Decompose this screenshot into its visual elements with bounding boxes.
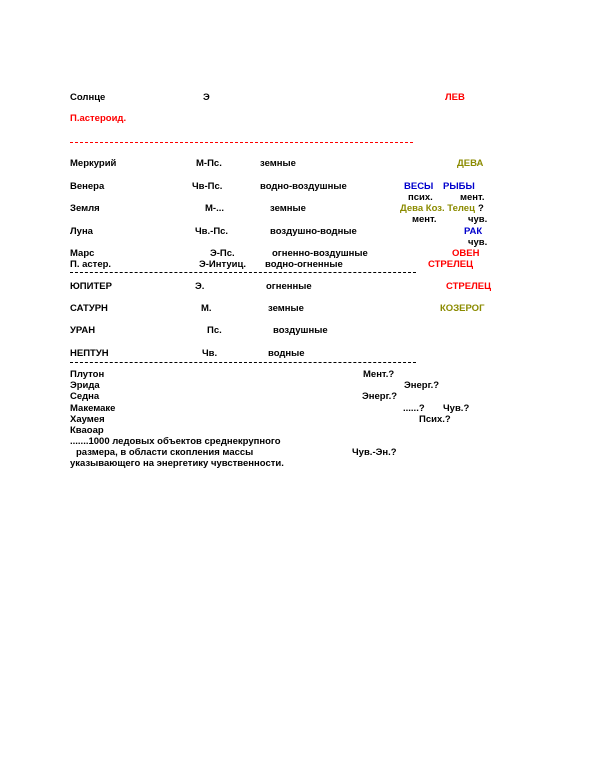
planet-name-jupiter: ЮПИТЕР	[70, 281, 112, 292]
element-venus: водно-воздушные	[260, 181, 347, 192]
object-quaoar: Кваоар	[70, 425, 104, 436]
object-makemake: Макемаке	[70, 403, 116, 414]
planet-name-pasteroid: П. астер.	[70, 259, 112, 270]
planet-code-uranus: Пс.	[207, 325, 222, 336]
sign-jupiter: СТРЕЛЕЦ	[446, 281, 492, 292]
element-jupiter: огненные	[266, 281, 312, 292]
question-earth: ?	[478, 203, 484, 214]
planet-code-mercury: М-Пс.	[196, 158, 222, 169]
planet-name-sun: Солнце	[70, 92, 106, 103]
planet-code-pasteroid: Э-Интуиц.	[199, 259, 246, 270]
note-haumea: Псих.?	[419, 414, 451, 425]
element-saturn: земные	[268, 303, 304, 314]
object-sedna: Седна	[70, 391, 100, 402]
note-venus-1: псих.	[408, 192, 433, 203]
sign-mercury: ДЕВА	[457, 158, 484, 169]
note-sedna: Энерг.?	[362, 391, 398, 402]
element-neptune: водные	[268, 348, 305, 359]
planet-name-mars: Марс	[70, 248, 95, 259]
planet-name-earth: Земля	[70, 203, 100, 214]
planet-code-neptune: Чв.	[202, 348, 218, 359]
note-earth-1: мент.	[412, 214, 437, 225]
divider-2	[70, 362, 416, 363]
element-uranus: воздушные	[273, 325, 328, 336]
note-venus-2: мент.	[460, 192, 485, 203]
note-makemake-2: Чув.?	[443, 403, 470, 414]
note-kuiper: Чув.-Эн.?	[352, 447, 397, 458]
planet-code-saturn: М.	[201, 303, 212, 314]
sign-mars: ОВЕН	[452, 248, 480, 259]
planet-code-moon: Чв.-Пс.	[195, 226, 229, 237]
sign-moon: РАК	[464, 226, 483, 237]
planet-code-venus: Чв-Пс.	[192, 181, 223, 192]
element-moon: воздушно-водные	[270, 226, 357, 237]
note-eris: Энерг.?	[404, 380, 440, 391]
planet-code-sun: Э	[203, 92, 210, 103]
note-earth-2: чув.	[468, 214, 488, 225]
divider-1	[70, 272, 416, 273]
sign-saturn: КОЗЕРОГ	[440, 303, 485, 314]
note-pluto: Мент.?	[363, 369, 395, 380]
object-eris: Эрида	[70, 380, 100, 391]
note-moon: чув.	[468, 237, 488, 248]
planet-code-earth: М-...	[205, 203, 224, 214]
element-pasteroid: водно-огненные	[265, 259, 343, 270]
object-haumea: Хаумея	[70, 414, 105, 425]
planet-name-mercury: Меркурий	[70, 158, 117, 169]
kuiper-line-3: указывающего на энергетику чувственности.	[70, 458, 284, 469]
planet-name-saturn: САТУРН	[70, 303, 108, 314]
planet-name-moon: Луна	[70, 226, 93, 237]
element-earth: земные	[270, 203, 306, 214]
planet-code-jupiter: Э.	[195, 281, 205, 292]
planet-name-asteroid: П.астероид.	[70, 113, 127, 124]
element-mars: огненно-воздушные	[272, 248, 368, 259]
signs-earth: Дева Коз. Телец	[400, 203, 475, 214]
sign-sun: ЛЕВ	[445, 92, 465, 103]
sign-pasteroid: СТРЕЛЕЦ	[428, 259, 474, 270]
element-mercury: земные	[260, 158, 296, 169]
note-makemake-1: ......?	[403, 403, 425, 414]
planet-name-uranus: УРАН	[70, 325, 96, 336]
divider-red	[70, 142, 413, 143]
planet-name-venus: Венера	[70, 181, 105, 192]
sign-venus-1: ВЕСЫ	[404, 181, 434, 192]
planet-name-neptune: НЕПТУН	[70, 348, 109, 359]
planet-code-mars: Э-Пс.	[210, 248, 235, 259]
sign-venus-2: РЫБЫ	[443, 181, 475, 192]
object-pluto: Плутон	[70, 369, 105, 380]
kuiper-line-2: размера, в области скопления массы	[76, 447, 254, 458]
kuiper-line-1: .......1000 ледовых объектов среднекрупного	[70, 436, 281, 447]
